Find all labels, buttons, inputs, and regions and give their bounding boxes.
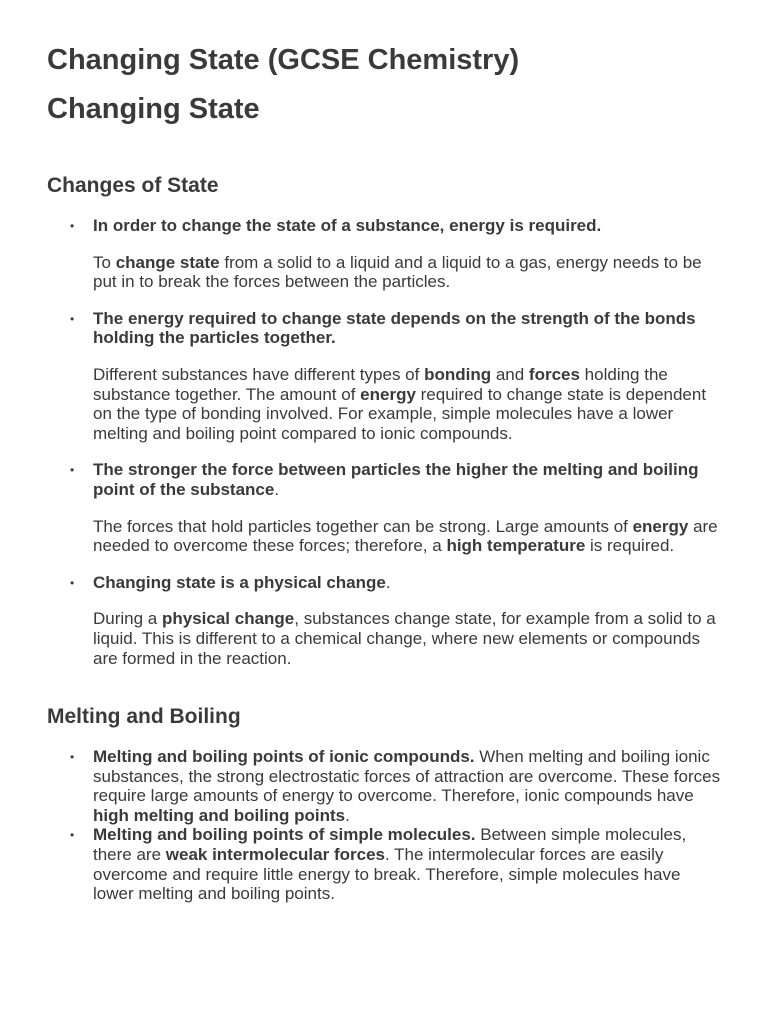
bullet-paragraph [93,825,723,903]
bullet-lead-bold: The stronger the force between particles the higher the melting and boiling point of the substance [93,460,699,499]
bullet-icon: • [70,463,75,478]
paragraph-text-run: . [345,805,350,825]
detail-text-run: holding the substance together. The amount of [93,364,668,404]
bullet-detail-paragraph [93,253,723,292]
section-heading-changes-of-state: Changes of State [47,174,219,197]
list-item [47,309,723,444]
detail-bold-run: forces [528,364,580,384]
list-item [47,747,723,825]
changes-of-state-list [47,216,723,668]
detail-text-run: Different substances have different types of [93,364,425,384]
bullet-lead-bold: In order to change the state of a substance, energy is required. [93,216,602,235]
detail-text-run: To [93,252,116,272]
detail-bold-run: physical change [161,609,295,629]
paragraph-text-run: Between simple molecules, there are [93,825,687,864]
paragraph-bold-run: weak intermolecular forces [165,844,385,864]
detail-bold-run: energy [632,516,689,536]
page-title: Changing State (GCSE Chemistry) [47,44,520,76]
bullet-detail-paragraph [93,517,723,556]
bullet-detail-paragraph [93,365,723,443]
detail-bold-run: energy [360,384,416,404]
detail-text-run: , substances change state, for example from a solid to a liquid. This is different to a chemical change, where new elements or compounds are formed in the reaction. [93,609,716,668]
detail-text-run: The forces that hold particles together can be strong. Large amounts of [93,516,633,536]
list-item [47,460,723,555]
bullet-icon: • [70,219,75,233]
detail-text-run: is required. [585,536,675,556]
detail-text-run: and [491,364,529,384]
paragraph-text-run: When melting and boiling ionic substances, the strong electrostatic forces of attraction are overcome. These forces require large amounts of energy to overcome. Therefore, ionic compounds have [93,747,721,806]
list-item [47,825,723,903]
list-item [47,573,723,668]
paragraph-bold-run: Melting and boiling points of simple molecules. [93,825,476,845]
paragraph-text-run: . The intermolecular forces are easily overcome and require little energy to break. Therefore, simple molecules have lower melting and boiling points. [93,844,681,904]
bullet-icon: • [70,750,75,764]
detail-text-run: are needed to overcome these forces; therefore, a [93,516,718,556]
melting-and-boiling-list [47,747,723,904]
bullet-lead [93,216,723,236]
bullet-icon: • [70,828,75,843]
detail-text-run: During a [93,609,162,629]
bullet-detail-paragraph [93,609,723,668]
list-item [47,216,723,292]
bullet-icon: • [70,311,75,326]
bullet-lead [93,460,723,499]
bullet-lead-bold: Changing state is a physical change [93,572,386,592]
detail-bold-run: bonding [424,364,492,384]
bullet-lead-tail: . [274,479,280,499]
detail-bold-run: change state [115,252,220,272]
paragraph-bold-run: high melting and boiling points [93,805,346,825]
bullet-lead [93,573,723,593]
bullet-lead-tail: . [385,572,391,592]
detail-text-run: from a solid to a liquid and a liquid to a gas, energy needs to be put in to break the forces between the particles. [93,252,702,292]
detail-bold-run: high temperature [446,536,586,556]
page-subtitle: Changing State [47,93,260,125]
bullet-paragraph [93,747,723,825]
bullet-lead-bold: The energy required to change state depends on the strength of the bonds holding the particles together. [93,308,696,348]
section-heading-melting-and-boiling: Melting and Boiling [47,705,241,728]
paragraph-bold-run: Melting and boiling points of ionic compounds. [93,747,475,766]
detail-text-run: required to change state is dependent on the type of bonding involved. For example, simple molecules have a lower melting and boiling point compared to ionic compounds. [93,384,707,443]
bullet-lead [93,309,723,348]
bullet-icon: • [70,575,75,590]
